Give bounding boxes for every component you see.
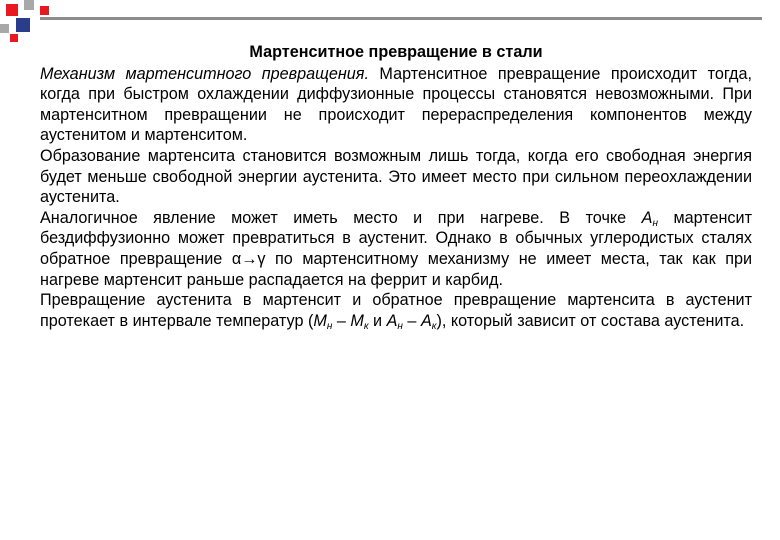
paragraph-interval [40,290,752,331]
title-rule [40,17,762,20]
transformation-formula: α→γ [231,249,266,268]
deco-square-red-1 [6,4,18,16]
mechanism-text: Мартенситное превращение происходит тогда, когда при быстром охлаждении диффузионные процессы становятся невозможными. При мартенситном превращении не происходит перераспределения компонентов между аустенитом и мартенситом. [40,64,752,145]
symbol-M-finish: М [350,311,364,330]
symbol-A: А [641,208,653,227]
deco-square-gray-1 [24,0,34,10]
paragraph-mechanism [40,64,752,146]
symbol-M-finish-sub: к [363,320,369,332]
deco-square-blue-1 [16,18,30,32]
paragraph-heating [40,208,752,290]
slide-title: Мартенситное превращение в стали [249,43,543,61]
interval-text-1: Превращение аустенита в мартенсит и обратное превращение мартенсита в аустенит протекает в интервале температур ( [40,291,752,330]
heating-text-2: мартенсит бездиффузионно может превратиться в аустенит. Однако в обычных углеродистых сталях обратное превращение [40,208,752,268]
deco-square-gray-2 [0,24,9,33]
conjunction-and: и [368,311,387,330]
dash-2: – [402,311,421,330]
symbol-M-start-sub: н [326,320,333,332]
mechanism-lead: Механизм мартенситного превращения. [40,64,369,83]
symbol-M-start: М [313,311,327,330]
dash-1: – [332,311,351,330]
deco-square-red-2 [40,6,49,15]
symbol-A-sub: н [652,217,658,229]
symbol-A-start-sub: н [397,320,403,332]
paragraph-formation: Образование мартенсита становится возможным лишь тогда, когда его свободная энергия будет меньше свободной энергии аустенита. Это имеет место при сильном переохлаждении аустенита. [40,146,752,207]
symbol-A-finish: А [420,311,432,330]
symbol-A-start: А [386,311,398,330]
symbol-A-finish-sub: к [431,320,437,332]
slide-content [40,42,752,331]
heating-text-3: по мартенситному механизму не имеет места, так как при нагреве мартенсит раньше распадается на феррит и карбид. [40,249,753,289]
interval-text-2: ), который зависит от состава аустенита. [436,311,745,330]
deco-square-red-3 [10,34,18,42]
heating-text-1: Аналогичное явление может иметь место и при нагреве. В точке [40,208,642,227]
